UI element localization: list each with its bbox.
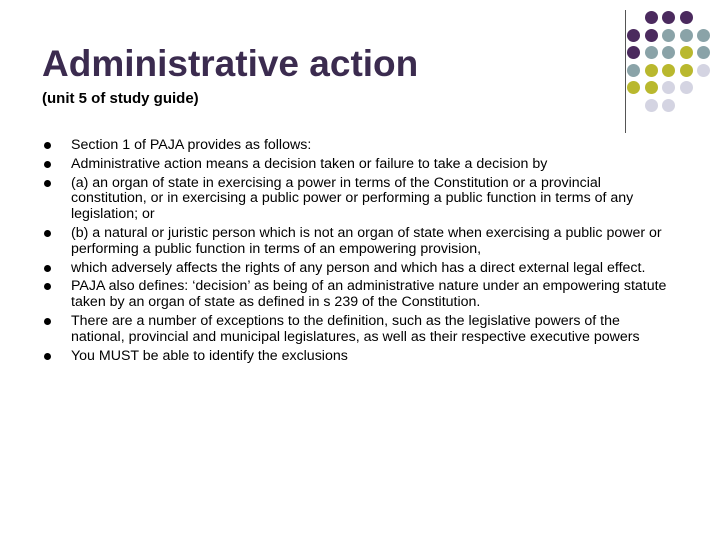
bullet-item [44, 279, 674, 311]
decorative-dot [662, 11, 675, 24]
decorative-dot [697, 29, 710, 42]
bullet-icon [44, 161, 51, 168]
bullet-text: PAJA also defines: ‘decision’ as being of an administrative nature under an empowering statute taken by an organ of state as defined in s 239 of the Constitution. [71, 278, 667, 311]
divider-line [625, 10, 626, 133]
decorative-dot [662, 81, 675, 94]
slide-title: Administrative action [42, 43, 419, 84]
decorative-dot [662, 29, 675, 42]
decorative-dot [680, 29, 693, 42]
decorative-dot [645, 64, 658, 77]
decorative-dot [697, 46, 710, 59]
decorative-dot [662, 99, 675, 112]
bullet-icon [44, 283, 51, 290]
decorative-dot [680, 64, 693, 77]
decorative-dot [627, 46, 640, 59]
bullet-text: There are a number of exceptions to the definition, such as the legislative powers of the national, provincial and municipal legislatures, as well as their respective executive powers [71, 312, 640, 345]
decorative-dot [680, 11, 693, 24]
bullet-item [44, 226, 674, 258]
bullet-item [44, 314, 674, 346]
slide-subtitle: (unit 5 of study guide) [42, 90, 199, 107]
decorative-dot [645, 46, 658, 59]
decorative-dot [697, 64, 710, 77]
decorative-dot [627, 81, 640, 94]
decorative-dot [627, 64, 640, 77]
decorative-dot [662, 64, 675, 77]
bullet-icon [44, 230, 51, 237]
bullet-text: You MUST be able to identify the exclusions [71, 347, 348, 364]
decorative-dot [645, 99, 658, 112]
decorative-dot [645, 11, 658, 24]
bullet-icon [44, 353, 51, 360]
decorative-dot [662, 46, 675, 59]
bullet-item [44, 176, 674, 223]
decorative-dot [645, 29, 658, 42]
bullet-item [44, 157, 674, 173]
decorative-dot [680, 81, 693, 94]
bullet-item [44, 138, 674, 154]
bullet-icon [44, 318, 51, 325]
decorative-dot [680, 46, 693, 59]
bullet-text: Administrative action means a decision taken or failure to take a decision by [71, 155, 548, 172]
bullet-text: (a) an organ of state in exercising a power in terms of the Constitution or a provincial constitution, or in exercising a public power or performing a public function in terms of any legislation; or [71, 174, 634, 223]
bullet-list [44, 138, 674, 367]
decorative-dot [627, 29, 640, 42]
bullet-icon [44, 142, 51, 149]
bullet-icon [44, 265, 51, 272]
bullet-text: which adversely affects the rights of any person and which has a direct external legal effect. [71, 259, 646, 276]
bullet-text: Section 1 of PAJA provides as follows: [71, 137, 312, 153]
bullet-icon [44, 180, 51, 187]
bullet-item [44, 261, 674, 277]
decorative-dot [645, 81, 658, 94]
bullet-item [44, 349, 674, 365]
bullet-text: (b) a natural or juristic person which is not an organ of state when exercising a public power or performing a public function in terms of an empowering provision, [71, 224, 662, 257]
